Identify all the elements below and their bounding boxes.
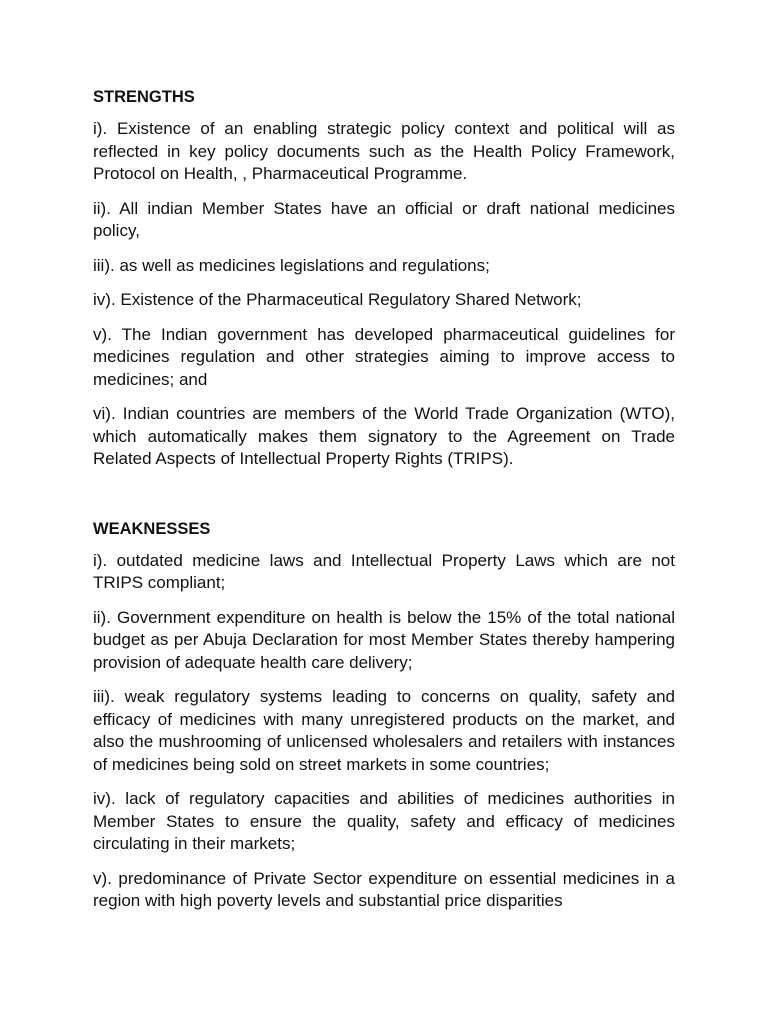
strengths-item-5: v). The Indian government has developed pharmaceutical guidelines for medicines regulation and other strategies aiming to improve access to medicines; and xyxy=(93,324,675,389)
weaknesses-item-2: ii). Government expenditure on health is below the 15% of the total national budget as per Abuja Declaration for most Member States thereby hampering provision of adequate health care delivery; xyxy=(93,607,675,672)
section-spacer xyxy=(93,483,675,518)
strengths-item-1: i). Existence of an enabling strategic policy context and political will as reflected in key policy documents such as the Health Policy Framework, Protocol on Health, , Pharmaceutical Programme. xyxy=(93,119,675,183)
weaknesses-item-3: iii). weak regulatory systems leading to concerns on quality, safety and efficacy of medicines with many unregistered products on the market, and also the mushrooming of unlicensed wholesalers and retailers with instances of medicines being sold on street markets in some countries; xyxy=(93,687,675,774)
weaknesses-heading: WEAKNESSES xyxy=(93,519,211,538)
document-page xyxy=(93,86,675,925)
strengths-item-4: iv). Existence of the Pharmaceutical Regulatory Shared Network; xyxy=(93,290,582,309)
strengths-heading: STRENGTHS xyxy=(93,88,195,106)
weaknesses-item-4: iv). lack of regulatory capacities and abilities of medicines authorities in Member States to ensure the quality, safety and efficacy of medicines circulating in their markets; xyxy=(93,789,675,853)
weaknesses-item-5: v). predominance of Private Sector expenditure on essential medicines in a region with high poverty levels and substantial price disparities xyxy=(93,868,675,910)
weaknesses-item-1: i). outdated medicine laws and Intellectual Property Laws which are not TRIPS compliant; xyxy=(93,550,675,592)
strengths-item-2: ii). All indian Member States have an official or draft national medicines policy, xyxy=(93,198,675,240)
strengths-item-3: iii). as well as medicines legislations and regulations; xyxy=(93,255,490,275)
strengths-item-6: vi). Indian countries are members of the World Trade Organization (WTO), which automatically makes them signatory to the Agreement on Trade Related Aspects of Intellectual Property Rights (TRIPS). xyxy=(93,404,675,468)
